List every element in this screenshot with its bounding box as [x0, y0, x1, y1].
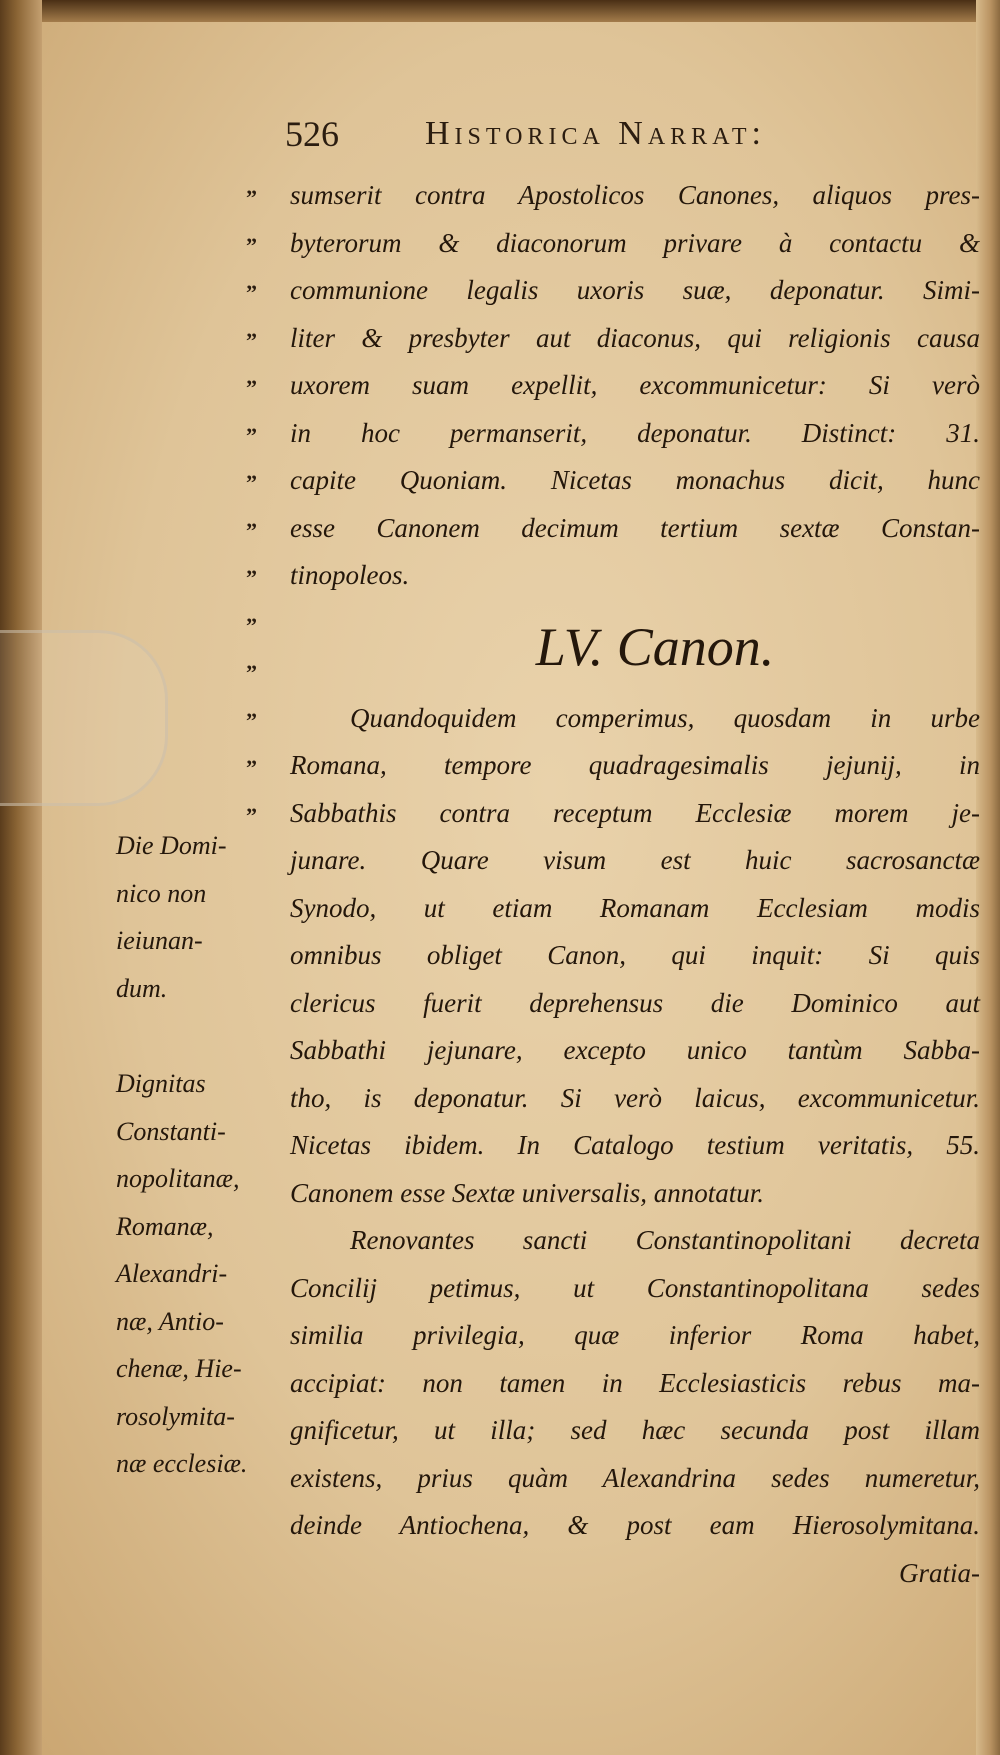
text-line: Sabbathis contra receptum Ecclesiæ morem je- [290, 797, 980, 828]
text-line: Synodo, ut etiam Romanam Ecclesiam modis [290, 892, 980, 923]
text-line: Nicetas ibidem. In Catalogo testium veritatis, 55. [290, 1130, 980, 1160]
text-line: Concilij petimus, ut Constantinopolitana sedes [290, 1272, 980, 1303]
text-line: Sabbathi jejunare, excepto unico tantùm Sabba- [290, 1035, 980, 1065]
sidenote-line: chenæ, Hie- [116, 1354, 242, 1383]
sidenote-line: ieiunan- [116, 926, 203, 955]
text-block-after-title [290, 695, 980, 1598]
sidenote-line: rosolymita- [116, 1401, 235, 1431]
sidenote-sunday-fasting [116, 822, 286, 1012]
quote-mark: ” [246, 280, 257, 305]
text-line: Quandoquidem comperimus, quosdam in urbe [350, 702, 980, 733]
sidenote-line: Alexandri- [116, 1259, 228, 1288]
text-block-before-title [290, 172, 980, 600]
sidenote-line: næ, Antio- [116, 1306, 224, 1336]
text-line: omnibus obliget Canon, qui inquit: Si quis [290, 940, 980, 970]
quote-mark: ” [246, 375, 257, 400]
sidenote-line: Romanæ, [116, 1211, 214, 1241]
canon-heading: LV. Canon. [535, 616, 775, 677]
text-line: gnificetur, ut illa; sed hæc secunda post illam [290, 1415, 980, 1445]
text-line: tho, is deponatur. Si verò laicus, excommunicetur. [290, 1082, 980, 1113]
sidenote-line: nico non [116, 878, 207, 908]
quote-mark: ” [246, 707, 257, 733]
sidenote-line: næ ecclesiæ. [116, 1449, 248, 1478]
text-line: liter & presbyter aut diaconus, qui religionis causa [290, 322, 980, 353]
text-line: similia privilegia, quæ inferior Roma habet, [290, 1320, 980, 1350]
text-line: Canonem esse Sextæ universalis, annotatur. [290, 1177, 764, 1208]
book-gutter [0, 0, 42, 1755]
quote-mark: ” [246, 517, 257, 543]
text-line: communione legalis uxoris suæ, deponatur. Simi- [290, 275, 980, 305]
text-line: uxorem suam expellit, excommunicetur: Si verò [290, 370, 980, 400]
quote-mark: ” [246, 802, 257, 828]
sidenote-church-dignity [116, 1060, 286, 1488]
bookmark-tab [0, 630, 168, 806]
text-line: accipiat: non tamen in Ecclesiasticis rebus ma- [290, 1367, 980, 1398]
text-line: Romana, tempore quadragesimalis jejunij, in [290, 750, 980, 780]
text-line: sumserit contra Apostolicos Canones, aliquos pres- [290, 180, 980, 210]
page-number: 526 [285, 114, 339, 154]
sidenote-line: Die Domi- [116, 831, 227, 860]
text-line: capite Quoniam. Nicetas monachus dicit, hunc [290, 465, 980, 495]
quote-mark: ” [246, 755, 257, 780]
sidenote-line: Dignitas [116, 1069, 206, 1098]
main-text-block [290, 172, 980, 1597]
running-head: Historica Narrat: [425, 115, 766, 152]
text-line: esse Canonem decimum tertium sextæ Constan- [290, 512, 980, 543]
text-line: clericus fuerit deprehensus die Dominico aut [290, 987, 980, 1018]
text-line: existens, prius quàm Alexandrina sedes numeretur, [290, 1462, 980, 1493]
text-line: Renovantes sancti Constantinopolitani decreta [350, 1225, 980, 1255]
quote-mark: ” [246, 422, 257, 448]
quote-mark: ” [246, 470, 257, 495]
text-line: junare. Quare visum est huic sacrosanctæ [290, 845, 980, 875]
sidenote-line: Constanti- [116, 1116, 226, 1146]
quote-mark: ” [246, 185, 257, 210]
text-line: deinde Antiochena, & post eam Hierosolymitana. [290, 1510, 980, 1540]
quote-mark: ” [246, 327, 257, 353]
text-line: in hoc permanserit, deponatur. Distinct: 31. [290, 417, 980, 448]
page-top-edge [0, 0, 1000, 22]
sidenote-line: nopolitanæ, [116, 1164, 240, 1193]
quote-mark: ” [246, 232, 257, 258]
quote-mark: ” [246, 612, 257, 638]
catchword: Gratia- [899, 1557, 980, 1588]
text-line: tinopoleos. [290, 560, 410, 590]
sidenote-line: dum. [116, 973, 168, 1003]
quote-mark: ” [246, 565, 257, 590]
quote-mark: ” [246, 660, 257, 685]
text-line: byterorum & diaconorum privare à contactu & [290, 227, 980, 258]
